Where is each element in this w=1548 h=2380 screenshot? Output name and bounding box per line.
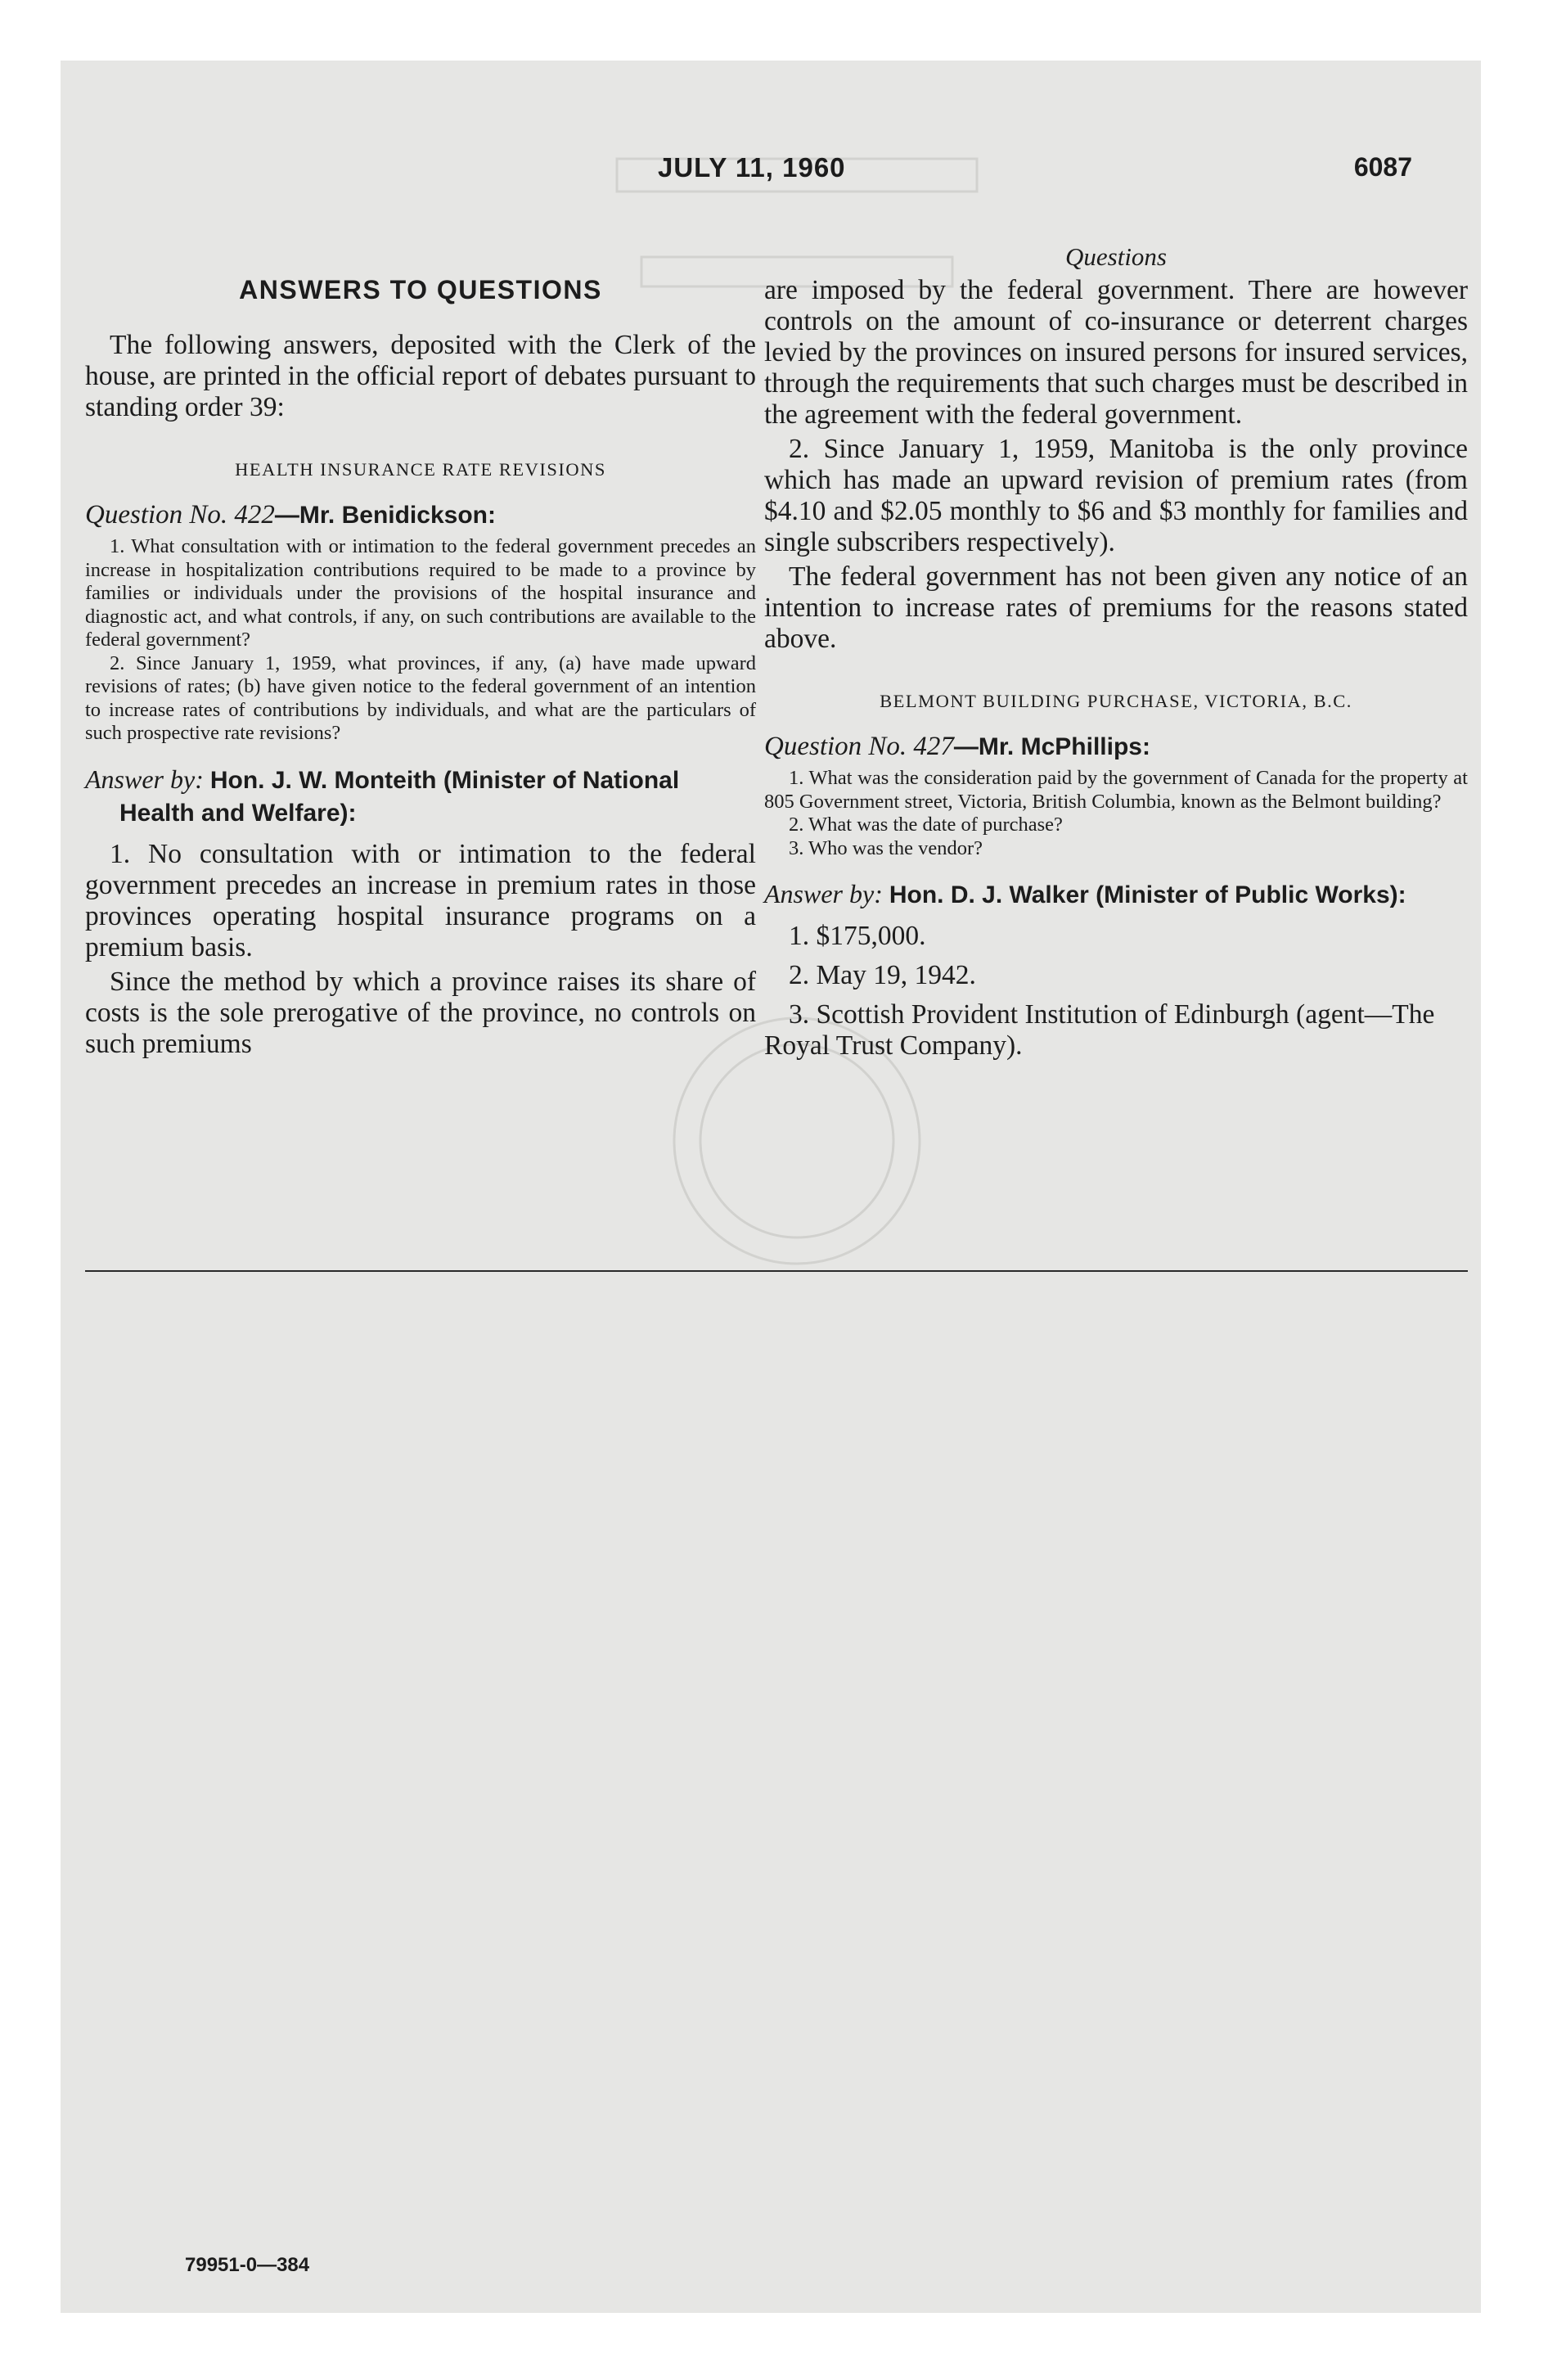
left-column xyxy=(85,275,756,1063)
answer-422-continuation: are imposed by the federal government. There are however controls on the amount of co-insurance or deterrent charges levied by the provinces on insured persons for insured services, through the requirements that such charges must be described in the agreement with the federal government. xyxy=(764,275,1468,430)
section-divider-rule xyxy=(85,1270,1468,1272)
answer-label: Answer by: xyxy=(85,764,204,794)
question-427-heading xyxy=(764,732,1468,762)
page-header xyxy=(61,152,1481,193)
answer-422-heading xyxy=(85,764,756,829)
question-422-part-1: 1. What consultation with or intimation to the federal government precedes an increase in hospitalization contributions required to be made to a province by families or individuals under the provisions of the hospital insurance and diagnostic act, and what controls, if any, on such contributions are available to the federal government? xyxy=(85,535,756,651)
right-column xyxy=(764,242,1468,1070)
answer-422-paragraph-1: 1. No consultation with or intimation to the federal government precedes an increase in premium rates in those provinces operating hospital insurance programs on a premium basis. xyxy=(85,838,756,962)
answer-427-item-1: 1. $175,000. xyxy=(789,921,926,951)
subheading-belmont-building: BELMONT BUILDING PURCHASE, VICTORIA, B.C. xyxy=(880,691,1352,711)
document-page xyxy=(61,61,1481,2313)
page-number: 6087 xyxy=(1353,152,1412,182)
running-head: Questions xyxy=(1065,242,1167,271)
footer-print-code: 79951-0—384 xyxy=(185,2254,310,2276)
intro-paragraph: The following answers, deposited with the Clerk of the house, are printed in the official report of debates pursuant to standing order 39: xyxy=(85,330,756,422)
answer-427-item-2: 2. May 19, 1942. xyxy=(789,960,976,990)
answer-member: Hon. J. W. Monteith (Minister of National Health and Welfare): xyxy=(119,766,680,827)
question-422-part-2: 2. Since January 1, 1959, what provinces, if any, (a) have made upward revisions of rates; (b) have given notice to the federal government of an intention to increase rates of contributions by individuals, and what are the particulars of such prospective rate revisions? xyxy=(85,651,756,744)
answer-422-paragraph-2: Since the method by which a province raises its share of costs is the sole prerogative of the province, no controls on such premiums xyxy=(85,966,756,1059)
question-label: Question No. 427 xyxy=(764,732,954,761)
section-title: ANSWERS TO QUESTIONS xyxy=(239,275,602,304)
question-427-part-1: 1. What was the consideration paid by the government of Canada for the property at 805 Government street, Victoria, British Columbia, known as the Belmont building? xyxy=(764,767,1468,813)
answer-427-heading xyxy=(764,878,1468,911)
answer-427-item-3: 3. Scottish Provident Institution of Edinburgh (agent—The Royal Trust Company). xyxy=(764,999,1435,1061)
answer-label: Answer by: xyxy=(764,879,883,908)
question-427-part-3: 3. Who was the vendor? xyxy=(789,836,983,859)
question-member: —Mr. McPhillips: xyxy=(953,733,1150,760)
answer-422-paragraph-3: 2. Since January 1, 1959, Manitoba is the only province which has made an upward revision of premium rates (from $4.10 and $2.05 monthly to $6 and $3 monthly for families and single subscribers respectively). xyxy=(764,434,1468,557)
answer-member: Hon. D. J. Walker (Minister of Public Works): xyxy=(889,881,1406,908)
subheading-health-insurance: HEALTH INSURANCE RATE REVISIONS xyxy=(235,459,606,480)
question-422-heading xyxy=(85,500,756,530)
question-member: —Mr. Benidickson: xyxy=(274,502,496,529)
question-label: Question No. 422 xyxy=(85,500,275,530)
header-date: JULY 11, 1960 xyxy=(658,152,846,183)
answer-422-paragraph-4: The federal government has not been given any notice of an intention to increase rates of premiums for the reasons stated above. xyxy=(764,561,1468,654)
question-427-part-2: 2. What was the date of purchase? xyxy=(789,814,1063,836)
